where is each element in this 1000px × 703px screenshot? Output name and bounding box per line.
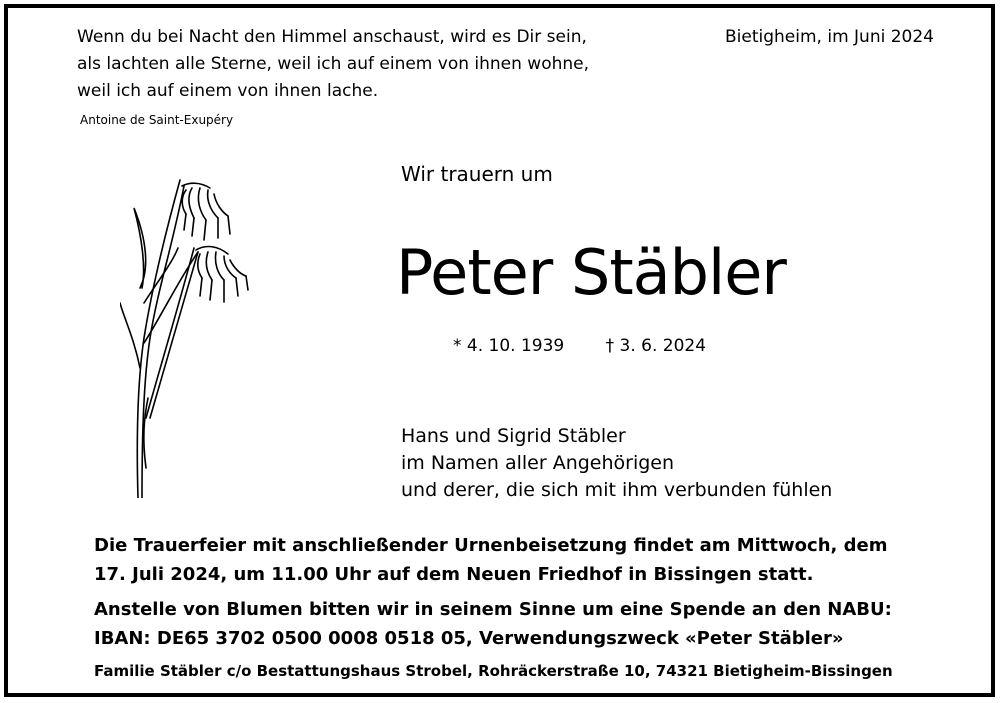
deceased-name: Peter Stäbler (396, 236, 786, 309)
mourners-line: im Namen aller Angehörigen (401, 452, 675, 474)
death-date: † 3. 6. 2024 (605, 336, 707, 356)
mourners (401, 423, 832, 504)
mourners-line: und derer, die sich mit ihm verbunden fühlen (401, 479, 833, 501)
quote-line: Wenn du bei Nacht den Himmel anschaust, wird es Dir sein, (77, 27, 587, 47)
contact-footer: Familie Stäbler c/o Bestattungshaus Strobel, Rohräckerstraße 10, 74321 Bietigheim-Bissingen (94, 662, 893, 680)
wheat-stalk-icon (120, 168, 250, 498)
birth-date: * 4. 10. 1939 (453, 336, 565, 356)
quote (77, 24, 589, 105)
ceremony-line: Die Trauerfeier mit anschließender Urnenbeisetzung findet am Mittwoch, dem (94, 535, 888, 556)
donation-line: Anstelle von Blumen bitten wir in seinem Sinne um eine Spende an den NABU: (94, 599, 892, 620)
quote-author: Antoine de Saint-Exupéry (80, 113, 234, 127)
place-date: Bietigheim, im Juni 2024 (725, 27, 934, 47)
service-info (94, 531, 892, 653)
life-dates (453, 336, 706, 356)
mourners-line: Hans und Sigrid Stäbler (401, 425, 626, 447)
quote-line: weil ich auf einem von ihnen lache. (77, 81, 379, 101)
quote-line: als lachten alle Sterne, weil ich auf einem von ihnen wohne, (77, 54, 590, 74)
intro-text: Wir trauern um (401, 162, 553, 186)
ceremony-line: 17. Juli 2024, um 11.00 Uhr auf dem Neuen Friedhof in Bissingen statt. (94, 564, 814, 585)
obituary-notice (4, 4, 995, 697)
donation-line: IBAN: DE65 3702 0500 0008 0518 05, Verwendungszweck «Peter Stäbler» (94, 628, 844, 649)
